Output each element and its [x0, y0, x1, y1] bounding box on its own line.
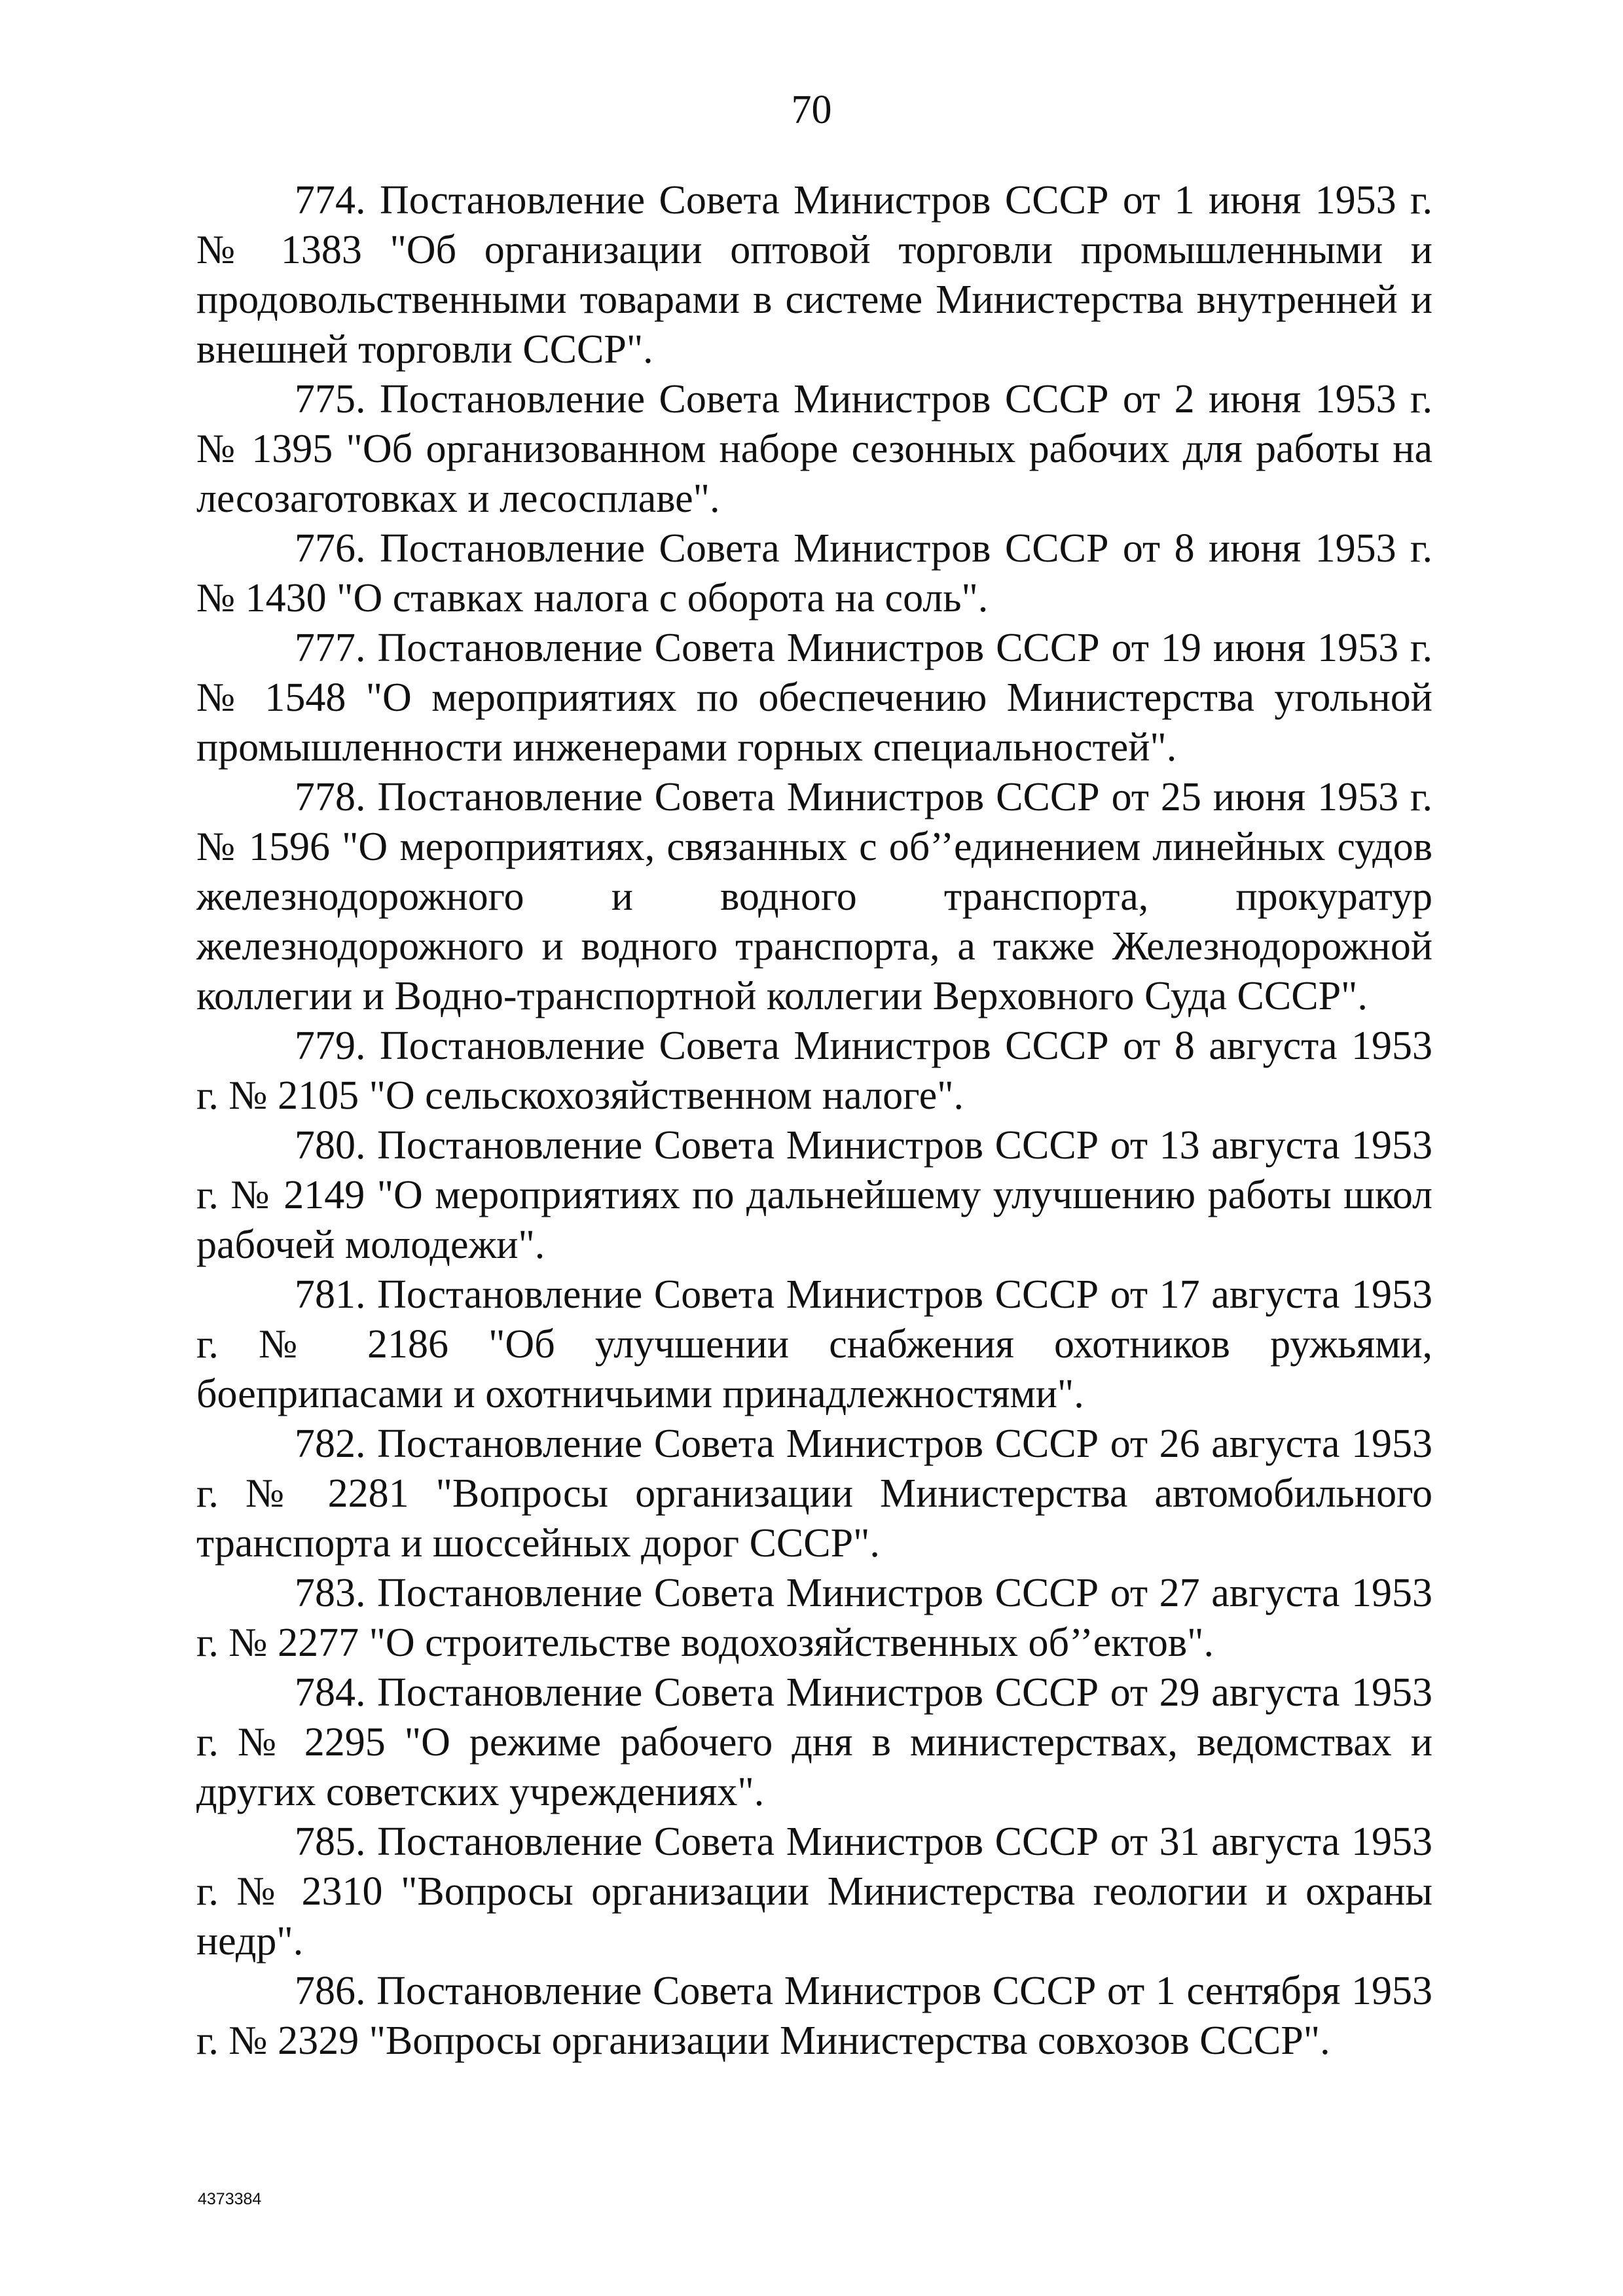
entry-number: 780.	[295, 1123, 366, 1168]
entry-number: 786.	[295, 1969, 366, 2013]
entry-text: Постановление Совета Министров СССР от 25 июня 1953 г. № 1596 "О мероприятиях, связанных с об’’единением линейных судов железнодорожного и водного транспорта, прокуратур железнодорожного и водного транспорта, а также Железнодорожной коллегии и Водно-транспортной коллегии Верховного Суда СССР".	[196, 775, 1432, 1018]
entry-text: Постановление Совета Министров СССР от 31 августа 1953 г. № 2310 "Вопросы организации Министерства геологии и охраны недр".	[196, 1820, 1433, 1964]
list-item	[196, 1121, 1432, 1270]
decree-list	[196, 175, 1432, 2066]
list-item	[196, 1568, 1432, 1668]
entry-number: 785.	[295, 1820, 366, 1864]
entry-text: Постановление Совета Министров СССР от 2 июня 1953 г. № 1395 "Об организованном наборе сезонных рабочих для работы на лесозаготовках и лесосплаве".	[196, 377, 1432, 521]
entry-number: 777.	[295, 626, 366, 670]
list-item	[196, 1021, 1432, 1121]
entry-text: Постановление Совета Министров СССР от 8 августа 1953 г. № 2105 "О сельскохозяйственном налоге".	[196, 1024, 1433, 1118]
list-item	[196, 1966, 1432, 2066]
list-item	[196, 1668, 1432, 1817]
entry-text: Постановление Совета Министров СССР от 8 июня 1953 г. № 1430 "О ставках налога с оборота на соль".	[196, 526, 1432, 620]
entry-number: 784.	[295, 1670, 366, 1715]
entry-text: Постановление Совета Министров СССР от 1 июня 1953 г. № 1383 "Об организации оптовой торговли промышленными и продовольственными товарами в системе Министерства внутренней и внешней торговли СССР".	[196, 178, 1432, 372]
list-item	[196, 772, 1432, 1021]
entry-text: Постановление Совета Министров СССР от 29 августа 1953 г. № 2295 "О режиме рабочего дня в министерствах, ведомствах и других советских учреждениях".	[196, 1670, 1433, 1814]
document-id: 4373384	[198, 2190, 262, 2208]
entry-text: Постановление Совета Министров СССР от 17 августа 1953 г. № 2186 "Об улучшении снабжения охотников ружьями, боеприпасами и охотничьими принадлежностями".	[196, 1272, 1433, 1416]
list-item	[196, 1419, 1432, 1568]
entry-number: 774.	[295, 178, 366, 223]
entry-number: 779.	[295, 1024, 366, 1068]
entry-text: Постановление Совета Министров СССР от 19 июня 1953 г. № 1548 "О мероприятиях по обеспечению Министерства угольной промышленности инженерами горных специальностей".	[196, 626, 1432, 770]
entry-number: 782.	[295, 1422, 366, 1466]
list-item	[196, 1270, 1432, 1419]
list-item	[196, 374, 1432, 524]
list-item	[196, 623, 1432, 772]
entry-number: 778.	[295, 775, 366, 819]
entry-text: Постановление Совета Министров СССР от 1 сентября 1953 г. № 2329 "Вопросы организации Министерства совхозов СССР".	[196, 1969, 1433, 2063]
entry-text: Постановление Совета Министров СССР от 13 августа 1953 г. № 2149 "О мероприятиях по дальнейшему улучшению работы школ рабочей молодежи".	[196, 1123, 1433, 1267]
entry-text: Постановление Совета Министров СССР от 26 августа 1953 г. № 2281 "Вопросы организации Министерства автомобильного транспорта и шоссейных дорог СССР".	[196, 1422, 1433, 1566]
list-item	[196, 1817, 1432, 1966]
entry-number: 776.	[295, 526, 366, 571]
entry-number: 775.	[295, 377, 366, 422]
entry-number: 781.	[295, 1272, 366, 1317]
entry-number: 783.	[295, 1571, 366, 1615]
entry-text: Постановление Совета Министров СССР от 27 августа 1953 г. № 2277 "О строительстве водохозяйственных об’’ектов".	[196, 1571, 1433, 1665]
page-number: 70	[791, 88, 832, 132]
list-item	[196, 175, 1432, 374]
list-item	[196, 524, 1432, 623]
